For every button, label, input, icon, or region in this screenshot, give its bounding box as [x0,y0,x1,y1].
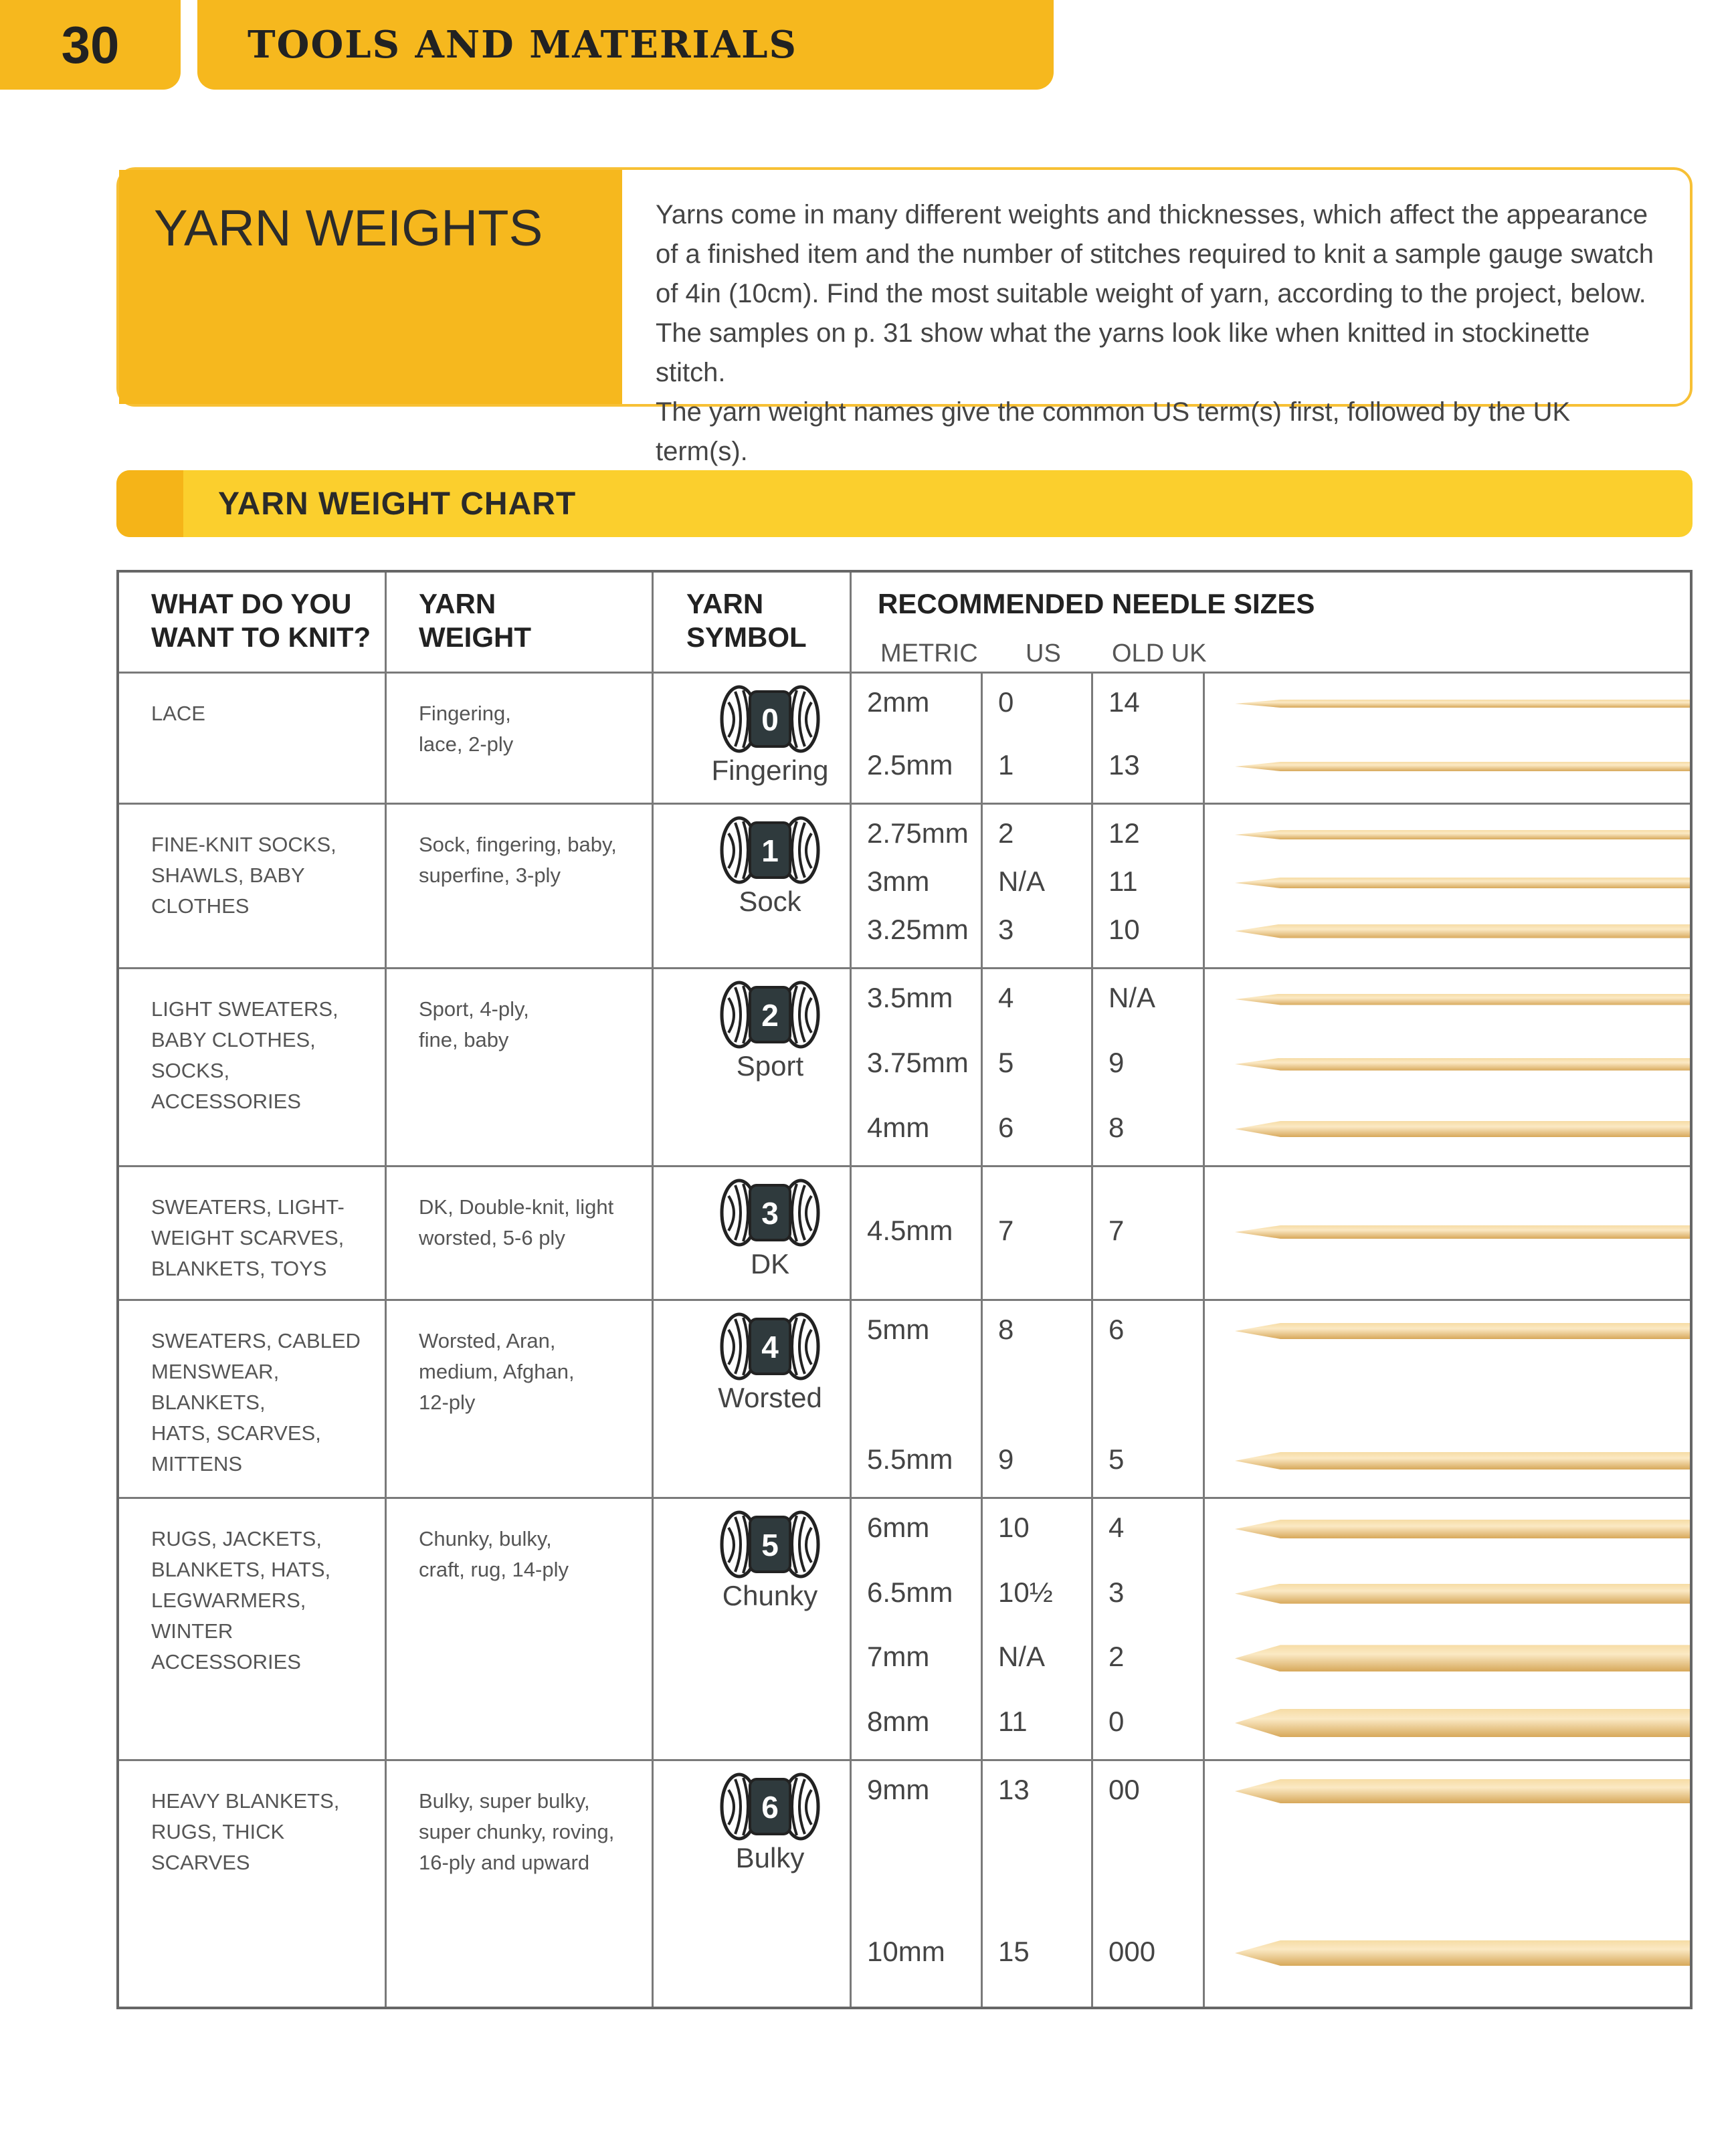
project-line: MITTENS [151,1452,243,1476]
chart-title-bar [116,470,1693,537]
us-size: 10½ [998,1576,1053,1608]
project-line: BLANKETS, TOYS [151,1257,327,1280]
header-what-to-knit [151,587,371,654]
yarn-symbol [686,813,854,918]
us-size: 1 [998,749,1014,781]
knitting-needle-image [1235,1645,1690,1671]
header-metric: METRIC [880,639,978,668]
intro-line: The samples on p. 31 show what the yarns look like when knitted in stockinette stitch. [656,318,1590,387]
old-uk-size: 0 [1108,1706,1125,1737]
project-cell [151,829,385,922]
us-size: 11 [998,1706,1028,1737]
yarn-weight-line: Sport, 4-ply, [419,997,529,1021]
project-cell [151,994,385,1117]
header-line: YARN [686,588,764,619]
metric-size: 8mm [867,1706,930,1737]
metric-size: 3.75mm [867,1047,969,1078]
yarn-weight-cell [419,1192,640,1253]
project-line: SOCKS, [151,1059,230,1082]
project-line: BABY CLOTHES, [151,1028,316,1051]
old-uk-size: 8 [1108,1112,1125,1143]
project-line: LEGWARMERS, [151,1589,306,1612]
table-row [119,967,1690,1165]
yarn-weight-cell [419,994,640,1055]
project-cell [151,698,385,729]
old-uk-size: 13 [1108,749,1140,781]
yarn-symbol-number: 5 [761,1528,779,1562]
section-header [197,0,1054,90]
column-divider [981,672,983,2007]
metric-size: 2mm [867,686,930,718]
knitting-needle-image [1235,1520,1690,1538]
intro-line: The yarn weight names give the common US term(s) first, followed by the UK term(s). [656,397,1571,466]
yarn-skein-icon [716,1508,824,1581]
yarn-symbol-number: 2 [761,998,779,1033]
table-row [119,1759,1690,1989]
header-yarn-weight [419,587,531,654]
yarn-weight-line: DK, Double-knit, light [419,1195,614,1219]
old-uk-size: 10 [1108,914,1140,945]
table-row [119,1165,1690,1299]
project-line: BLANKETS, [151,1391,266,1414]
row-divider [119,1165,1690,1167]
us-size: 15 [998,1936,1030,1967]
us-size: 5 [998,1047,1014,1078]
us-size: 3 [998,914,1014,945]
header-line: WHAT DO YOU [151,588,352,619]
yarn-weight-cell [419,1326,640,1418]
header-needle-sizes: RECOMMENDED NEEDLE SIZES [878,588,1315,619]
old-uk-size: 11 [1108,866,1138,897]
project-line: ACCESSORIES [151,1090,301,1113]
yarn-symbol-number: 1 [761,833,779,868]
yarn-symbol [686,1176,854,1280]
yarn-symbol-number: 0 [761,702,779,737]
project-cell [151,1326,385,1480]
knitting-needle-image [1235,1452,1690,1469]
old-uk-size: 000 [1108,1936,1156,1967]
knitting-needle-image [1235,1121,1690,1137]
yarn-weight-line: Sock, fingering, baby, [419,833,617,856]
yarn-skein-icon [716,1310,824,1383]
yarn-weight-line: Bulky, super bulky, [419,1789,590,1813]
old-uk-size: 9 [1108,1047,1125,1078]
metric-size: 2.75mm [867,817,969,849]
project-line: HEAVY BLANKETS, [151,1789,340,1813]
intro-line: of 4in (10cm). Find the most suitable weight of yarn, according to the project, below. [656,279,1646,308]
project-line: WEIGHT SCARVES, [151,1226,345,1249]
intro-text [622,170,1690,466]
metric-size: 9mm [867,1774,930,1805]
header-line: WEIGHT [419,621,531,653]
project-cell [151,1786,385,1878]
yarn-symbol-name: Sock [739,886,801,917]
yarn-weight-line: Chunky, bulky, [419,1527,552,1550]
metric-size: 10mm [867,1936,945,1967]
project-cell [151,1192,385,1284]
knitting-needle-image [1235,878,1690,888]
knitting-needle-image [1235,994,1690,1005]
project-line: WINTER ACCESSORIES [151,1619,301,1673]
yarn-weight-line: 16-ply and upward [419,1851,590,1874]
knitting-needle-image [1235,1225,1690,1239]
page-number: 30 [0,0,181,90]
chart-title: YARN WEIGHT CHART [218,486,577,522]
metric-size: 3mm [867,866,930,897]
column-divider [652,573,654,2007]
metric-size: 6.5mm [867,1576,953,1608]
yarn-symbol-name: Chunky [722,1580,818,1611]
intro-panel [116,167,1693,466]
yarn-skein-icon [716,978,824,1051]
yarn-weight-line: worsted, 5-6 ply [419,1226,565,1249]
knitting-needle-image [1235,1058,1690,1071]
yarn-weight-line: lace, 2-ply [419,732,514,756]
header-line: SYMBOL [686,621,807,653]
row-divider [119,1299,1690,1301]
metric-size: 6mm [867,1512,930,1543]
project-line: LACE [151,702,205,725]
us-size: N/A [998,1641,1046,1673]
project-line: FINE-KNIT SOCKS, [151,833,336,856]
table-row [119,1299,1690,1497]
intro-title: YARN WEIGHTS [119,170,622,404]
yarn-symbol-name: Sport [736,1050,804,1082]
header-us: US [1026,639,1061,668]
yarn-weight-cell [419,698,640,760]
knitting-needle-image [1235,924,1690,938]
yarn-symbol-name: Fingering [711,754,829,786]
metric-size: 5.5mm [867,1443,953,1475]
knitting-needle-image [1235,1584,1690,1604]
project-line: SWEATERS, LIGHT- [151,1195,345,1219]
us-size: 4 [998,982,1014,1013]
yarn-symbol [686,1770,854,1874]
yarn-weight-cell [419,1786,640,1878]
project-line: LIGHT SWEATERS, [151,997,339,1021]
knitting-needle-image [1235,830,1690,839]
us-size: 7 [998,1215,1014,1246]
yarn-skein-icon [716,1770,824,1843]
header-old-uk: OLD UK [1112,639,1207,668]
yarn-weight-line: fine, baby [419,1028,509,1051]
old-uk-size: 6 [1108,1314,1125,1345]
yarn-weight-line: super chunky, roving, [419,1820,615,1843]
column-divider [385,573,387,2007]
table-row [119,672,1690,803]
project-cell [151,1524,385,1678]
old-uk-size: 12 [1108,817,1140,849]
old-uk-size: 2 [1108,1641,1125,1673]
yarn-symbol-number: 4 [761,1330,779,1364]
old-uk-size: 4 [1108,1512,1125,1543]
metric-size: 4.5mm [867,1215,953,1246]
project-line: SHAWLS, BABY [151,864,305,887]
knitting-needle-image [1235,700,1690,708]
yarn-weight-line: craft, rug, 14-ply [419,1558,569,1581]
yarn-symbol-name: DK [750,1248,790,1280]
us-size: 9 [998,1443,1014,1475]
us-size: 2 [998,817,1014,849]
knitting-needle-image [1235,1779,1690,1803]
yarn-symbol [686,978,854,1082]
us-size: 8 [998,1314,1014,1345]
metric-size: 3.5mm [867,982,953,1013]
metric-size: 5mm [867,1314,930,1345]
yarn-symbol-number: 3 [761,1196,779,1231]
row-divider [119,1759,1690,1761]
knitting-needle-image [1235,1940,1690,1966]
header-line: WANT TO KNIT? [151,621,371,653]
knitting-needle-image [1235,1323,1690,1339]
row-divider [119,672,1690,674]
metric-size: 7mm [867,1641,930,1673]
section-title: TOOLS AND MATERIALS [248,23,797,67]
old-uk-size: 00 [1108,1774,1140,1805]
us-size: 0 [998,686,1014,718]
yarn-symbol-name: Worsted [718,1382,822,1413]
knitting-needle-image [1235,762,1690,771]
us-size: 6 [998,1112,1014,1143]
yarn-symbol [686,1310,854,1414]
metric-size: 2.5mm [867,749,953,781]
old-uk-size: 14 [1108,686,1140,718]
old-uk-size: 5 [1108,1443,1125,1475]
us-size: 13 [998,1774,1030,1805]
yarn-weight-line: 12-ply [419,1391,476,1414]
us-size: N/A [998,866,1046,897]
yarn-weight-cell [419,1524,640,1585]
project-line: MENSWEAR, [151,1360,280,1383]
knitting-needle-image [1235,1709,1690,1737]
yarn-skein-icon [716,813,824,887]
yarn-weight-line: Fingering, [419,702,511,725]
yarn-skein-icon [716,682,824,756]
header-yarn-symbol [686,587,807,654]
column-divider [1203,672,1205,2007]
yarn-weight-line: Worsted, Aran, [419,1329,556,1352]
project-line: RUGS, THICK SCARVES [151,1820,285,1874]
column-divider [1091,672,1093,2007]
yarn-weight-cell [419,829,640,891]
row-divider [119,803,1690,805]
header-line: YARN [419,588,496,619]
row-divider [119,967,1690,969]
us-size: 10 [998,1512,1030,1543]
yarn-symbol [686,1508,854,1612]
old-uk-size: N/A [1108,982,1156,1013]
row-divider [119,1497,1690,1499]
metric-size: 4mm [867,1112,930,1143]
column-divider [850,573,852,2007]
project-line: BLANKETS, HATS, [151,1558,331,1581]
project-line: RUGS, JACKETS, [151,1527,322,1550]
chart-title-tab [116,470,183,537]
project-line: SWEATERS, CABLED [151,1329,361,1352]
intro-line: of a finished item and the number of stitches required to knit a sample gauge swatch [656,239,1654,269]
yarn-symbol-number: 6 [761,1790,779,1825]
project-line: CLOTHES [151,894,250,918]
yarn-symbol [686,682,854,787]
metric-size: 3.25mm [867,914,969,945]
old-uk-size: 7 [1108,1215,1125,1246]
old-uk-size: 3 [1108,1576,1125,1608]
yarn-skein-icon [716,1176,824,1249]
intro-line: Yarns come in many different weights and thicknesses, which affect the appearance [656,200,1648,229]
yarn-weight-line: superfine, 3-ply [419,864,561,887]
table-row [119,1497,1690,1759]
project-line: HATS, SCARVES, [151,1421,321,1445]
yarn-symbol-name: Bulky [735,1842,805,1873]
table-row [119,803,1690,967]
yarn-weight-table [116,570,1693,2009]
yarn-weight-line: medium, Afghan, [419,1360,575,1383]
